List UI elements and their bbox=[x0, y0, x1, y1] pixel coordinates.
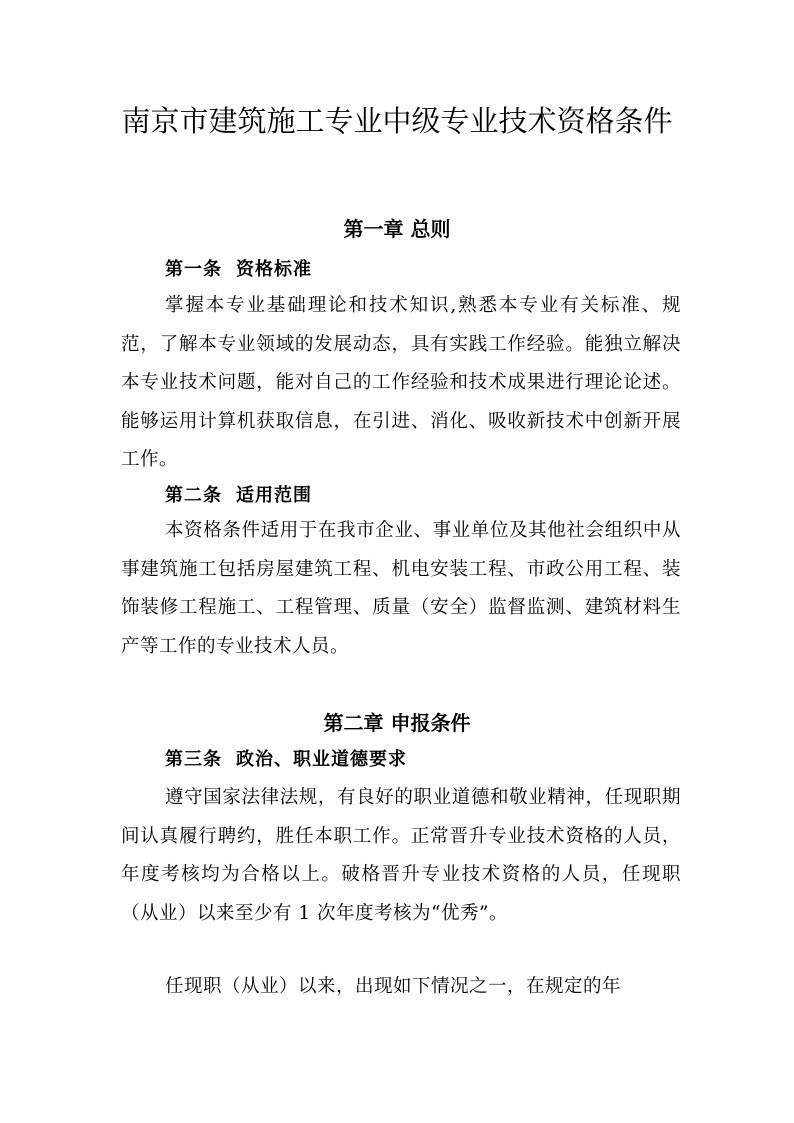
article-title: 政治、职业道德要求 bbox=[236, 749, 407, 770]
article-heading bbox=[165, 481, 312, 511]
paragraph: 遵守国家法律法规，有良好的职业道德和敬业精神，任现职期间认真履行聘约，胜任本职工作。正常晋升专业技术资格的人员，年度考核均为合格以上。破格晋升专业技术资格的人员，任现职（从业）以来至少有 1 次年度考核为“优秀”。 bbox=[121, 787, 681, 924]
paragraph: 掌握本专业基础理论和技术知识,熟悉本专业有关标准、规范，了解本专业领域的发展动态，具有实践工作经验。能独立解决本专业技术问题，能对自己的工作经验和技术成果进行理论论述。能够运用计算机获取信息，在引进、消化、吸收新技术中创新开展工作。 bbox=[121, 295, 681, 470]
article-heading bbox=[165, 745, 407, 775]
chapter-heading: 第二章 申报条件 bbox=[323, 711, 471, 735]
article-heading bbox=[165, 255, 312, 285]
chapter-heading: 第一章 总则 bbox=[343, 217, 451, 241]
article-number: 第一条 bbox=[165, 259, 222, 280]
article-title: 适用范围 bbox=[236, 485, 312, 506]
paragraph: 任现职（从业）以来，出现如下情况之一，在规定的年 bbox=[165, 976, 622, 997]
article-number: 第三条 bbox=[165, 749, 222, 770]
paragraph: 本资格条件适用于在我市企业、事业单位及其他社会组织中从事建筑施工包括房屋建筑工程、机电安装工程、市政公用工程、装饰装修工程施工、工程管理、质量（安全）监督监测、建筑材料生产等工作的专业技术人员。 bbox=[121, 520, 681, 657]
article-title: 资格标准 bbox=[236, 259, 312, 280]
article-number: 第二条 bbox=[165, 485, 222, 506]
document-title: 南京市建筑施工专业中级专业技术资格条件 bbox=[121, 104, 673, 138]
